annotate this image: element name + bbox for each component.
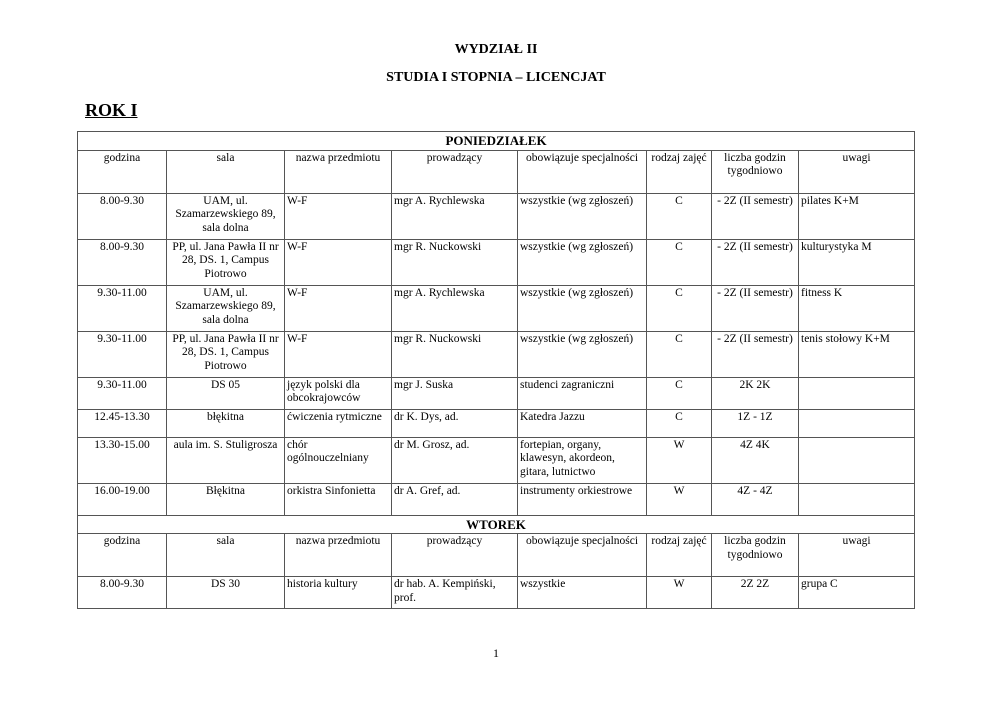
table-cell: W <box>647 483 712 515</box>
table-cell: 9.30-11.00 <box>78 331 167 377</box>
table-cell: UAM, ul. Szamarzewskiego 89, sala dolna <box>167 285 285 331</box>
table-cell: grupa C <box>799 577 915 609</box>
table-cell: PP, ul. Jana Pawła II nr 28, DS. 1, Campus Piotrowo <box>167 331 285 377</box>
table-cell: ćwiczenia rytmiczne <box>285 409 392 437</box>
table-cell: fortepian, organy, klawesyn, akordeon, gitara, lutnictwo <box>518 437 647 483</box>
table-cell: wszystkie (wg zgłoszeń) <box>518 193 647 239</box>
table-cell: PP, ul. Jana Pawła II nr 28, DS. 1, Campus Piotrowo <box>167 239 285 285</box>
table-cell: 4Z 4K <box>712 437 799 483</box>
table-row <box>78 409 915 437</box>
table-row <box>78 483 915 515</box>
table-cell: pilates K+M <box>799 193 915 239</box>
table-cell: C <box>647 239 712 285</box>
table-cell: tenis stołowy K+M <box>799 331 915 377</box>
column-header: liczba godzin tygodniowo <box>712 150 799 193</box>
table-cell: wszystkie (wg zgłoszeń) <box>518 285 647 331</box>
table-cell: C <box>647 285 712 331</box>
column-header: godzina <box>78 150 167 193</box>
table-row <box>78 577 915 609</box>
table-cell: 12.45-13.30 <box>78 409 167 437</box>
day-row <box>78 132 915 151</box>
table-cell: - 2Z (II semestr) <box>712 193 799 239</box>
column-header: prowadzący <box>392 534 518 577</box>
table-cell <box>799 483 915 515</box>
table-cell <box>799 437 915 483</box>
table-cell: 8.00-9.30 <box>78 239 167 285</box>
column-header-row <box>78 534 915 577</box>
table-cell: C <box>647 193 712 239</box>
table-cell: mgr J. Suska <box>392 377 518 409</box>
table-cell <box>799 377 915 409</box>
page-number: 1 <box>493 646 499 660</box>
table-cell: dr A. Gref, ad. <box>392 483 518 515</box>
column-header: rodzaj zajęć <box>647 534 712 577</box>
table-cell: mgr A. Rychlewska <box>392 193 518 239</box>
table-cell: Błękitna <box>167 483 285 515</box>
table-cell: aula im. S. Stuligrosza <box>167 437 285 483</box>
column-header: sala <box>167 150 285 193</box>
column-header: sala <box>167 534 285 577</box>
program-title: STUDIA I STOPNIA – LICENCJAT <box>386 70 606 85</box>
table-cell: 13.30-15.00 <box>78 437 167 483</box>
table-row <box>78 377 915 409</box>
table-cell: Katedra Jazzu <box>518 409 647 437</box>
table-cell: 1Z - 1Z <box>712 409 799 437</box>
table-cell: 8.00-9.30 <box>78 193 167 239</box>
table-row <box>78 193 915 239</box>
column-header: nazwa przedmiotu <box>285 150 392 193</box>
day-heading: PONIEDZIAŁEK <box>78 132 915 151</box>
table-cell: mgr A. Rychlewska <box>392 285 518 331</box>
table-cell: mgr R. Nuckowski <box>392 331 518 377</box>
table-cell: W <box>647 437 712 483</box>
table-cell: 9.30-11.00 <box>78 377 167 409</box>
table-cell: historia kultury <box>285 577 392 609</box>
table-cell: wszystkie (wg zgłoszeń) <box>518 239 647 285</box>
table-cell: 2K 2K <box>712 377 799 409</box>
table-cell: DS 05 <box>167 377 285 409</box>
table-cell: fitness K <box>799 285 915 331</box>
table-cell: C <box>647 409 712 437</box>
column-header: uwagi <box>799 534 915 577</box>
schedule-table <box>77 131 915 609</box>
table-cell: C <box>647 377 712 409</box>
column-header: uwagi <box>799 150 915 193</box>
table-cell: chór ogólnouczelniany <box>285 437 392 483</box>
table-cell: dr M. Grosz, ad. <box>392 437 518 483</box>
table-row <box>78 331 915 377</box>
table-cell: - 2Z (II semestr) <box>712 285 799 331</box>
table-cell: błękitna <box>167 409 285 437</box>
table-cell: dr hab. A. Kempiński, prof. <box>392 577 518 609</box>
table-cell: 16.00-19.00 <box>78 483 167 515</box>
table-cell: studenci zagraniczni <box>518 377 647 409</box>
table-cell: W <box>647 577 712 609</box>
table-cell: C <box>647 331 712 377</box>
table-cell: DS 30 <box>167 577 285 609</box>
faculty-title: WYDZIAŁ II <box>454 42 538 57</box>
table-cell: instrumenty orkiestrowe <box>518 483 647 515</box>
table-cell: W-F <box>285 193 392 239</box>
table-cell: wszystkie (wg zgłoszeń) <box>518 331 647 377</box>
column-header-row <box>78 150 915 193</box>
table-cell: dr K. Dys, ad. <box>392 409 518 437</box>
column-header: obowiązuje specjalności <box>518 150 647 193</box>
table-cell: mgr R. Nuckowski <box>392 239 518 285</box>
table-cell: 4Z - 4Z <box>712 483 799 515</box>
day-row <box>78 515 915 534</box>
column-header: nazwa przedmiotu <box>285 534 392 577</box>
column-header: obowiązuje specjalności <box>518 534 647 577</box>
table-cell: 8.00-9.30 <box>78 577 167 609</box>
table-cell: UAM, ul. Szamarzewskiego 89, sala dolna <box>167 193 285 239</box>
table-cell: kulturystyka M <box>799 239 915 285</box>
column-header: rodzaj zajęć <box>647 150 712 193</box>
table-row <box>78 285 915 331</box>
column-header: godzina <box>78 534 167 577</box>
table-cell: W-F <box>285 285 392 331</box>
table-cell: - 2Z (II semestr) <box>712 331 799 377</box>
table-cell: 9.30-11.00 <box>78 285 167 331</box>
table-cell: język polski dla obcokrajowców <box>285 377 392 409</box>
year-heading: ROK I <box>85 100 138 120</box>
table-cell: orkistra Sinfonietta <box>285 483 392 515</box>
table-cell: wszystkie <box>518 577 647 609</box>
column-header: prowadzący <box>392 150 518 193</box>
table-row <box>78 239 915 285</box>
table-cell: 2Z 2Z <box>712 577 799 609</box>
column-header: liczba godzin tygodniowo <box>712 534 799 577</box>
table-cell <box>799 409 915 437</box>
table-cell: - 2Z (II semestr) <box>712 239 799 285</box>
table-row <box>78 437 915 483</box>
table-cell: W-F <box>285 331 392 377</box>
day-heading: WTOREK <box>78 515 915 534</box>
table-cell: W-F <box>285 239 392 285</box>
